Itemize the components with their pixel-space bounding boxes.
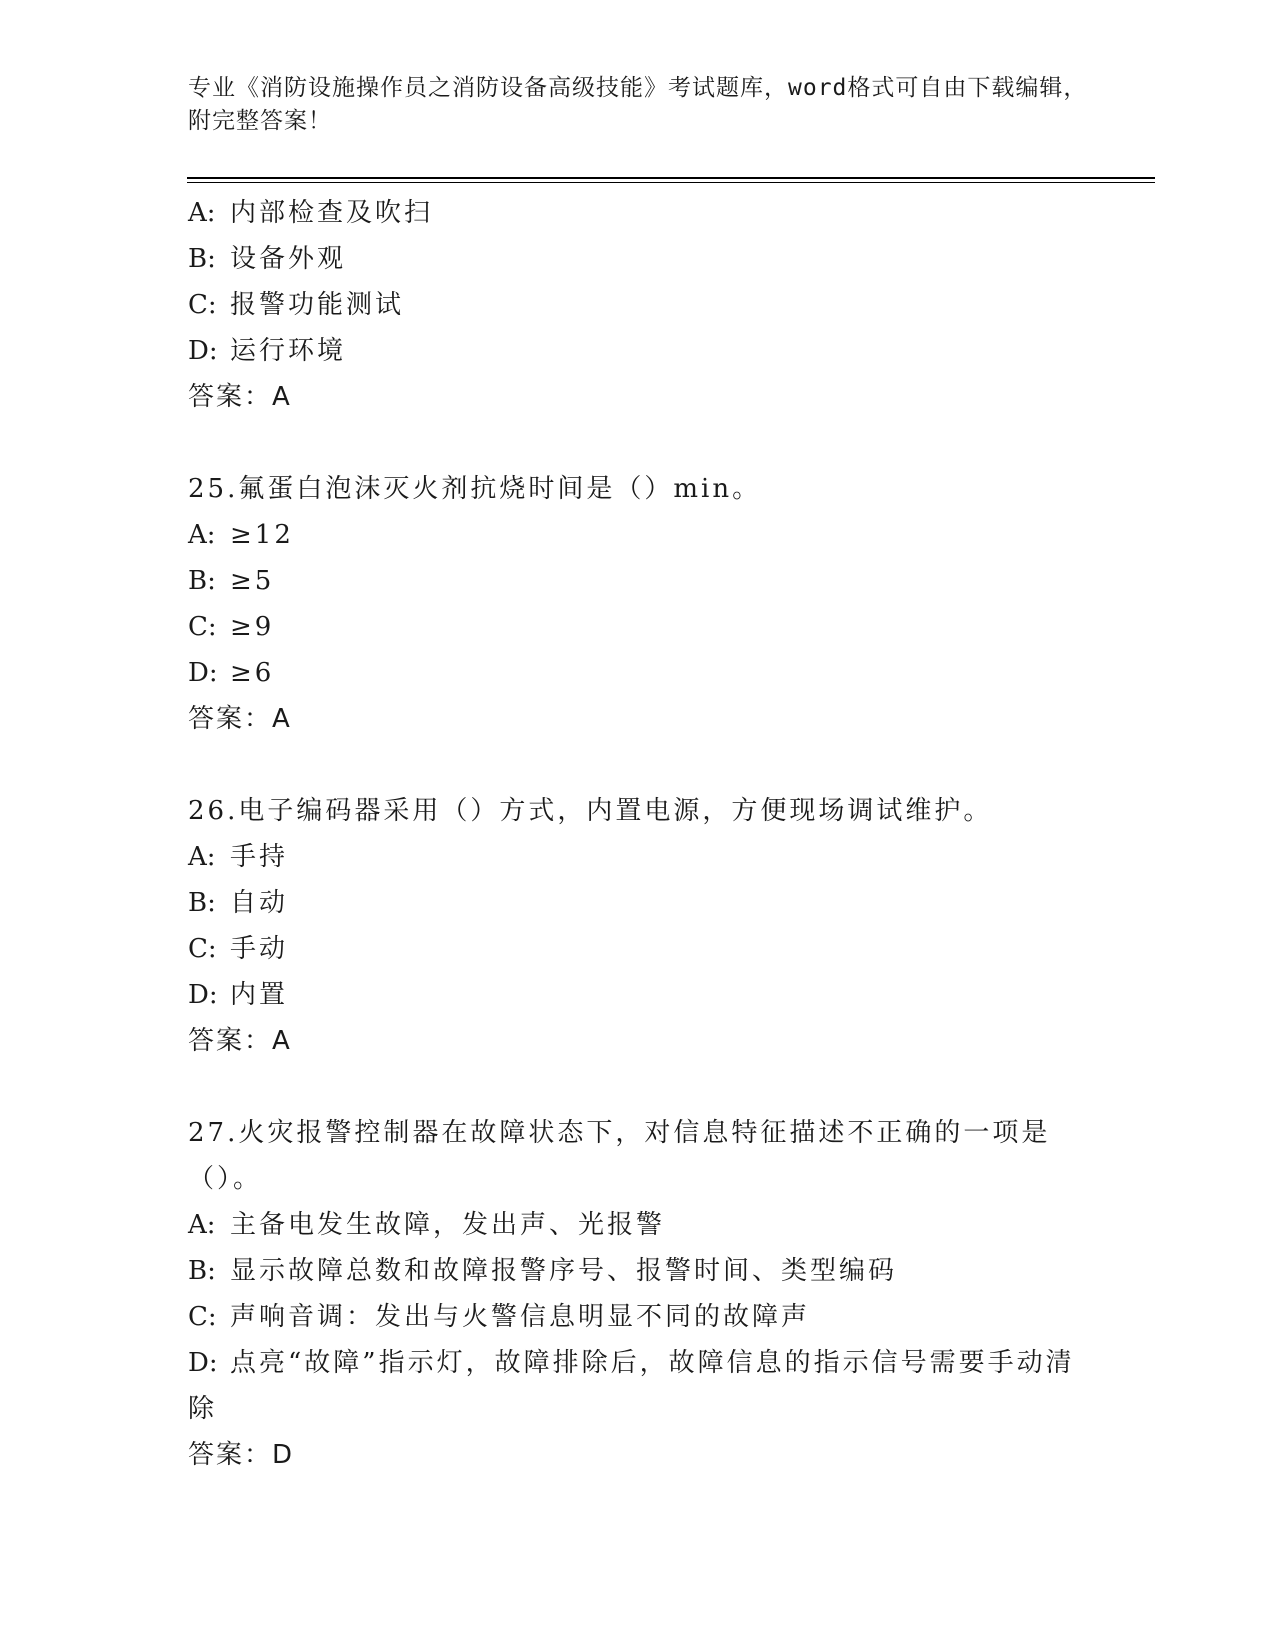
question-26 [188,788,1088,1064]
option-label: B: [188,566,216,596]
answer-line: 答案：D [188,1440,295,1470]
option-d [188,650,1088,696]
option-a [188,190,1088,236]
option-text: 内置 [230,980,289,1010]
question-fragment [188,190,1088,420]
option-text: 手动 [230,934,289,964]
option-text: ≥9 [230,612,275,642]
header-divider-thick [187,177,1155,179]
option-b [188,558,1088,604]
question-stem: 25.氟蛋白泡沫灭火剂抗烧时间是（）min。 [188,474,762,504]
answer-line: 答案：A [188,1026,292,1056]
option-a [188,512,1088,558]
answer-line: 答案：A [188,382,292,412]
option-c [188,604,1088,650]
option-label: D: [188,658,218,688]
option-c [188,1294,1088,1340]
option-text: 主备电发生故障，发出声、光报警 [230,1210,666,1240]
question-25 [188,466,1088,742]
option-text: 手持 [230,842,289,872]
option-text: 自动 [230,888,289,918]
option-text: ≥6 [230,658,275,688]
option-text: 内部检查及吹扫 [230,198,434,228]
option-text: 声响音调：发出与火警信息明显不同的故障声 [230,1302,811,1332]
question-list [188,190,1088,1524]
option-label: C: [188,934,217,964]
option-d [188,1340,1088,1432]
option-text: ≥5 [230,566,275,596]
option-d [188,972,1088,1018]
option-label: C: [188,290,217,320]
option-a [188,834,1088,880]
option-text: 报警功能测试 [230,290,405,320]
answer-line: 答案：A [188,704,292,734]
option-label: D: [188,1348,218,1378]
question-stem: 26.电子编码器采用（）方式，内置电源，方便现场调试维护。 [188,796,993,826]
option-text: 运行环境 [230,336,347,366]
option-text: 显示故障总数和故障报警序号、报警时间、类型编码 [230,1256,898,1286]
option-label: D: [188,336,218,366]
option-text: 设备外观 [230,244,347,274]
option-label: A: [188,842,216,872]
option-label: B: [188,1256,216,1286]
option-label: C: [188,612,217,642]
option-label: B: [188,888,216,918]
question-27 [188,1110,1088,1478]
option-c [188,282,1088,328]
option-text: ≥12 [230,520,294,550]
option-a [188,1202,1088,1248]
option-label: D: [188,980,218,1010]
option-c [188,926,1088,972]
option-b [188,236,1088,282]
option-label: A: [188,520,216,550]
option-text: 点亮“故障”指示灯，故障排除后，故障信息的指示信号需要手动清除 [188,1348,1075,1424]
header-divider-thin [187,182,1155,183]
question-stem: 27.火灾报警控制器在故障状态下，对信息特征描述不正确的一项是（）。 [188,1118,1051,1194]
option-label: A: [188,1210,216,1240]
option-label: C: [188,1302,217,1332]
option-b [188,880,1088,926]
document-intro: 专业《消防设施操作员之消防设备高级技能》考试题库，word格式可自由下载编辑，附完整答案！ [188,75,1088,134]
option-label: B: [188,244,216,274]
option-label: A: [188,198,216,228]
option-d [188,328,1088,374]
option-b [188,1248,1088,1294]
